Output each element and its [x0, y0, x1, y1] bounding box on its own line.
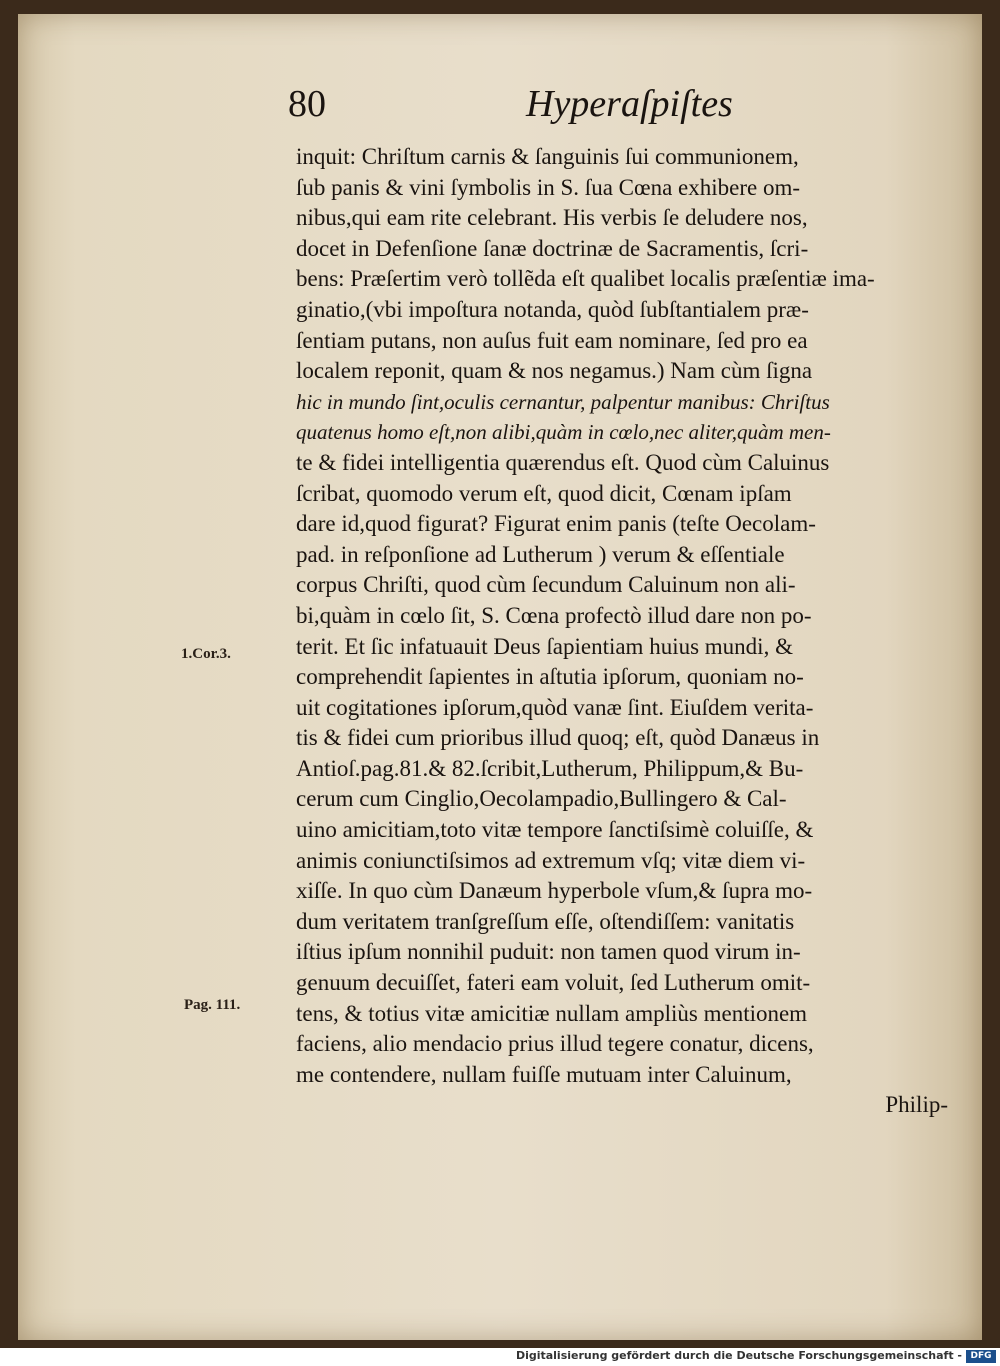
page-number: 80 [288, 83, 326, 125]
text-line: ſub panis & vini ſymbolis in S. ſua Cœna exhibere om- [296, 174, 801, 200]
text-line: genuum decuiſſet, fateri eam voluit, ſed Lutherum omit- [296, 970, 811, 996]
text-line: ſcribat, quomodo verum eſt, quod dicit, Cœnam ipſam [296, 480, 792, 506]
text-line: comprehendit ſapientes in aſtutia ipſorum, quoniam no- [296, 664, 804, 690]
text-line: faciens, alio mendacio prius illud tegere conatur, dicens, [296, 1031, 814, 1057]
text-line: bens: Præſertim verò tollẽda eſt qualibet localis præſentiæ ima- [296, 266, 875, 292]
text-line: corpus Chriſti, quod cùm ſecundum Caluinum non ali- [296, 572, 796, 598]
text-line: ſentiam putans, non auſus fuit eam nominare, ſed pro ea [296, 327, 808, 353]
text-line: docet in Defenſione ſanæ doctrinæ de Sacramentis, ſcri- [296, 235, 809, 261]
running-title: Hyperaſpiſtes [526, 83, 733, 125]
text-line: uit cogitationes ipſorum,quòd vanæ ſint. Eiuſdem verita- [296, 694, 814, 720]
text-line: localem reponit, quam & nos negamus.) Nam cùm ſigna [296, 358, 813, 384]
text-line: uino amicitiam,toto vitæ tempore ſanctiſsimè coluiſſe, & [296, 817, 814, 843]
text-line: Antioſ.pag.81.& 82.ſcribit,Lutherum, Philippum,& Bu- [296, 755, 804, 781]
margin-note-cor: 1.Cor.3. [181, 646, 231, 662]
text-line: cerum cum Cinglio,Oecolampadio,Bullingero & Cal- [296, 786, 787, 812]
text-line-italic: hic in mundo ſint,oculis cernantur, palpentur manibus: Chriſtus [296, 389, 830, 414]
text-line: te & fidei intelligentia quærendus eſt. Quod cùm Caluinus [296, 449, 830, 475]
text-line: pad. in reſponſione ad Lutherum ) verum & eſſentiale [296, 541, 785, 567]
text-line: ginatio,(vbi impoſtura notanda, quòd ſubſtantialem præ- [296, 296, 809, 322]
funding-notice: Digitalisierung gefördert durch die Deutsche Forschungsgemeinschaft - [515, 1349, 962, 1362]
text-line: terit. Et ſic infatuauit Deus ſapientiam huius mundi, & [296, 633, 793, 659]
text-line: nibus,qui eam rite celebrant. His verbis ſe deludere nos, [296, 205, 808, 231]
text-line: iſtius ipſum nonnihil puduit: non tamen quod virum in- [296, 939, 801, 965]
text-line: me contendere, nullam fuiſſe mutuam inter Caluinum, [296, 1061, 792, 1087]
catchword: Philip- [885, 1092, 948, 1118]
text-line: dare id,quod figurat? Figurat enim panis (teſte Oecolam- [296, 511, 816, 537]
text-line-italic: quatenus homo eſt,non alibi,quàm in cœlo,nec aliter,quàm men- [296, 420, 831, 445]
book-page [18, 14, 982, 1340]
text-line: xiſſe. In quo cùm Danæum hyperbole vſum,& ſupra mo- [296, 878, 813, 904]
funding-footer [0, 1348, 1000, 1366]
text-line: dum veritatem tranſgreſſum eſſe, oſtendiſſem: vanitatis [296, 908, 795, 934]
dfg-logo: DFG [966, 1350, 996, 1363]
running-head [288, 82, 968, 142]
text-line: tens, & totius vitæ amicitiæ nullam ampliùs mentionem [296, 1000, 808, 1026]
text-line: tis & fidei cum prioribus illud quoq; eſt, quòd Danæus in [296, 725, 820, 751]
body-text [296, 142, 956, 1121]
text-line: bi,quàm in cœlo ſit, S. Cœna profectò illud dare non po- [296, 602, 812, 628]
text-line: inquit: Chriſtum carnis & ſanguinis ſui communionem, [296, 144, 799, 169]
margin-note-pag: Pag. 111. [184, 997, 241, 1013]
text-line: animis coniunctiſsimos ad extremum vſq; vitæ diem vi- [296, 847, 806, 873]
